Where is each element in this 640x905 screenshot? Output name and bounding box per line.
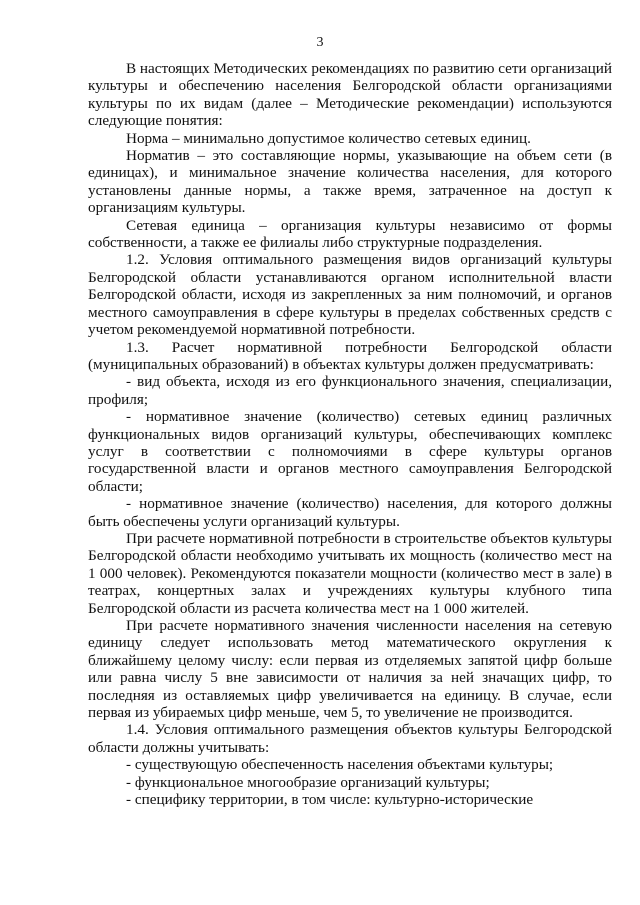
- paragraph-intro: В настоящих Методических рекомендациях по развитию сети организаций культуры и обеспечению населения Белгородской области организациями культуры по их видам (далее – Методические рекомендации) используются следующие понятия:: [88, 60, 613, 130]
- page-number: 3: [316, 35, 324, 50]
- paragraph-section-1-2: 1.2. Условия оптимального размещения видов организаций культуры Белгородской области устанавливаются органом исполнительной власти Белгородской области, исходя из закрепленных за ним полномочий, и органов местного самоуправления в сфере культуры в пределах собственных средств с учетом рекомендуемой нормативной потребности.: [88, 251, 612, 339]
- paragraph-rounding: При расчете нормативного значения численности населения на сетевую единицу следует использовать метод математического округления к ближайшему целому числу: если первая из отделяемых запятой цифр больше или равна числу 5 вне зависимости от наличия за ней значащих цифр, то последняя из оставляемых цифр увеличивается на единицу. В случае, если первая из убираемых цифр меньше, чем 5, то увеличение не производится.: [88, 617, 612, 722]
- list-item-object-type: - вид объекта, исходя из его функционального значения, специализации, профиля;: [88, 373, 612, 408]
- paragraph-normativ: Норматив – это составляющие нормы, указывающие на объем сети (в единицах), и минимальное значение количества населения, для которого установлены данные нормы, а также время, затраченное на доступ к организациям культуры.: [88, 147, 612, 217]
- list-item-network-units: - нормативное значение (количество) сетевых единиц различных функциональных видов организаций культуры, обеспечивающих комплекс услуг в соответствии с полномочиями в сфере культуры органов государственной власти и органов местного самоуправления Белгородской области;: [88, 408, 612, 495]
- paragraph-network-unit: Сетевая единица – организация культуры независимо от формы собственности, а также ее филиалы либо структурные подразделения.: [88, 216, 612, 252]
- paragraph-capacity: При расчете нормативной потребности в строительстве объектов культуры Белгородской области необходимо учитывать их мощность (количество мест на 1 000 человек). Рекомендуются показатели мощности (количество мест в зале) в театрах, концертных залах и учреждениях культуры клубного типа Белгородской области из расчета количества мест на 1 000 жителей.: [88, 529, 612, 617]
- list-item-diversity: - функциональное многообразие организаций культуры;: [126, 773, 490, 791]
- paragraph-section-1-3: 1.3. Расчет нормативной потребности Белгородской области (муниципальных образований) в объектах культуры должен предусматривать:: [88, 338, 612, 373]
- list-item-population: - нормативное значение (количество) населения, для которого должны быть обеспечены услуги организаций культуры.: [88, 495, 612, 530]
- paragraph-section-1-4: 1.4. Условия оптимального размещения объектов культуры Белгородской области должны учитывать:: [88, 721, 612, 756]
- paragraph-norma: Норма – минимально допустимое количество сетевых единиц.: [126, 129, 531, 147]
- list-item-territory: - специфику территории, в том числе: культурно-исторические: [126, 791, 534, 809]
- list-item-provision: - существующую обеспеченность населения объектами культуры;: [126, 756, 554, 774]
- document-body: [88, 60, 612, 808]
